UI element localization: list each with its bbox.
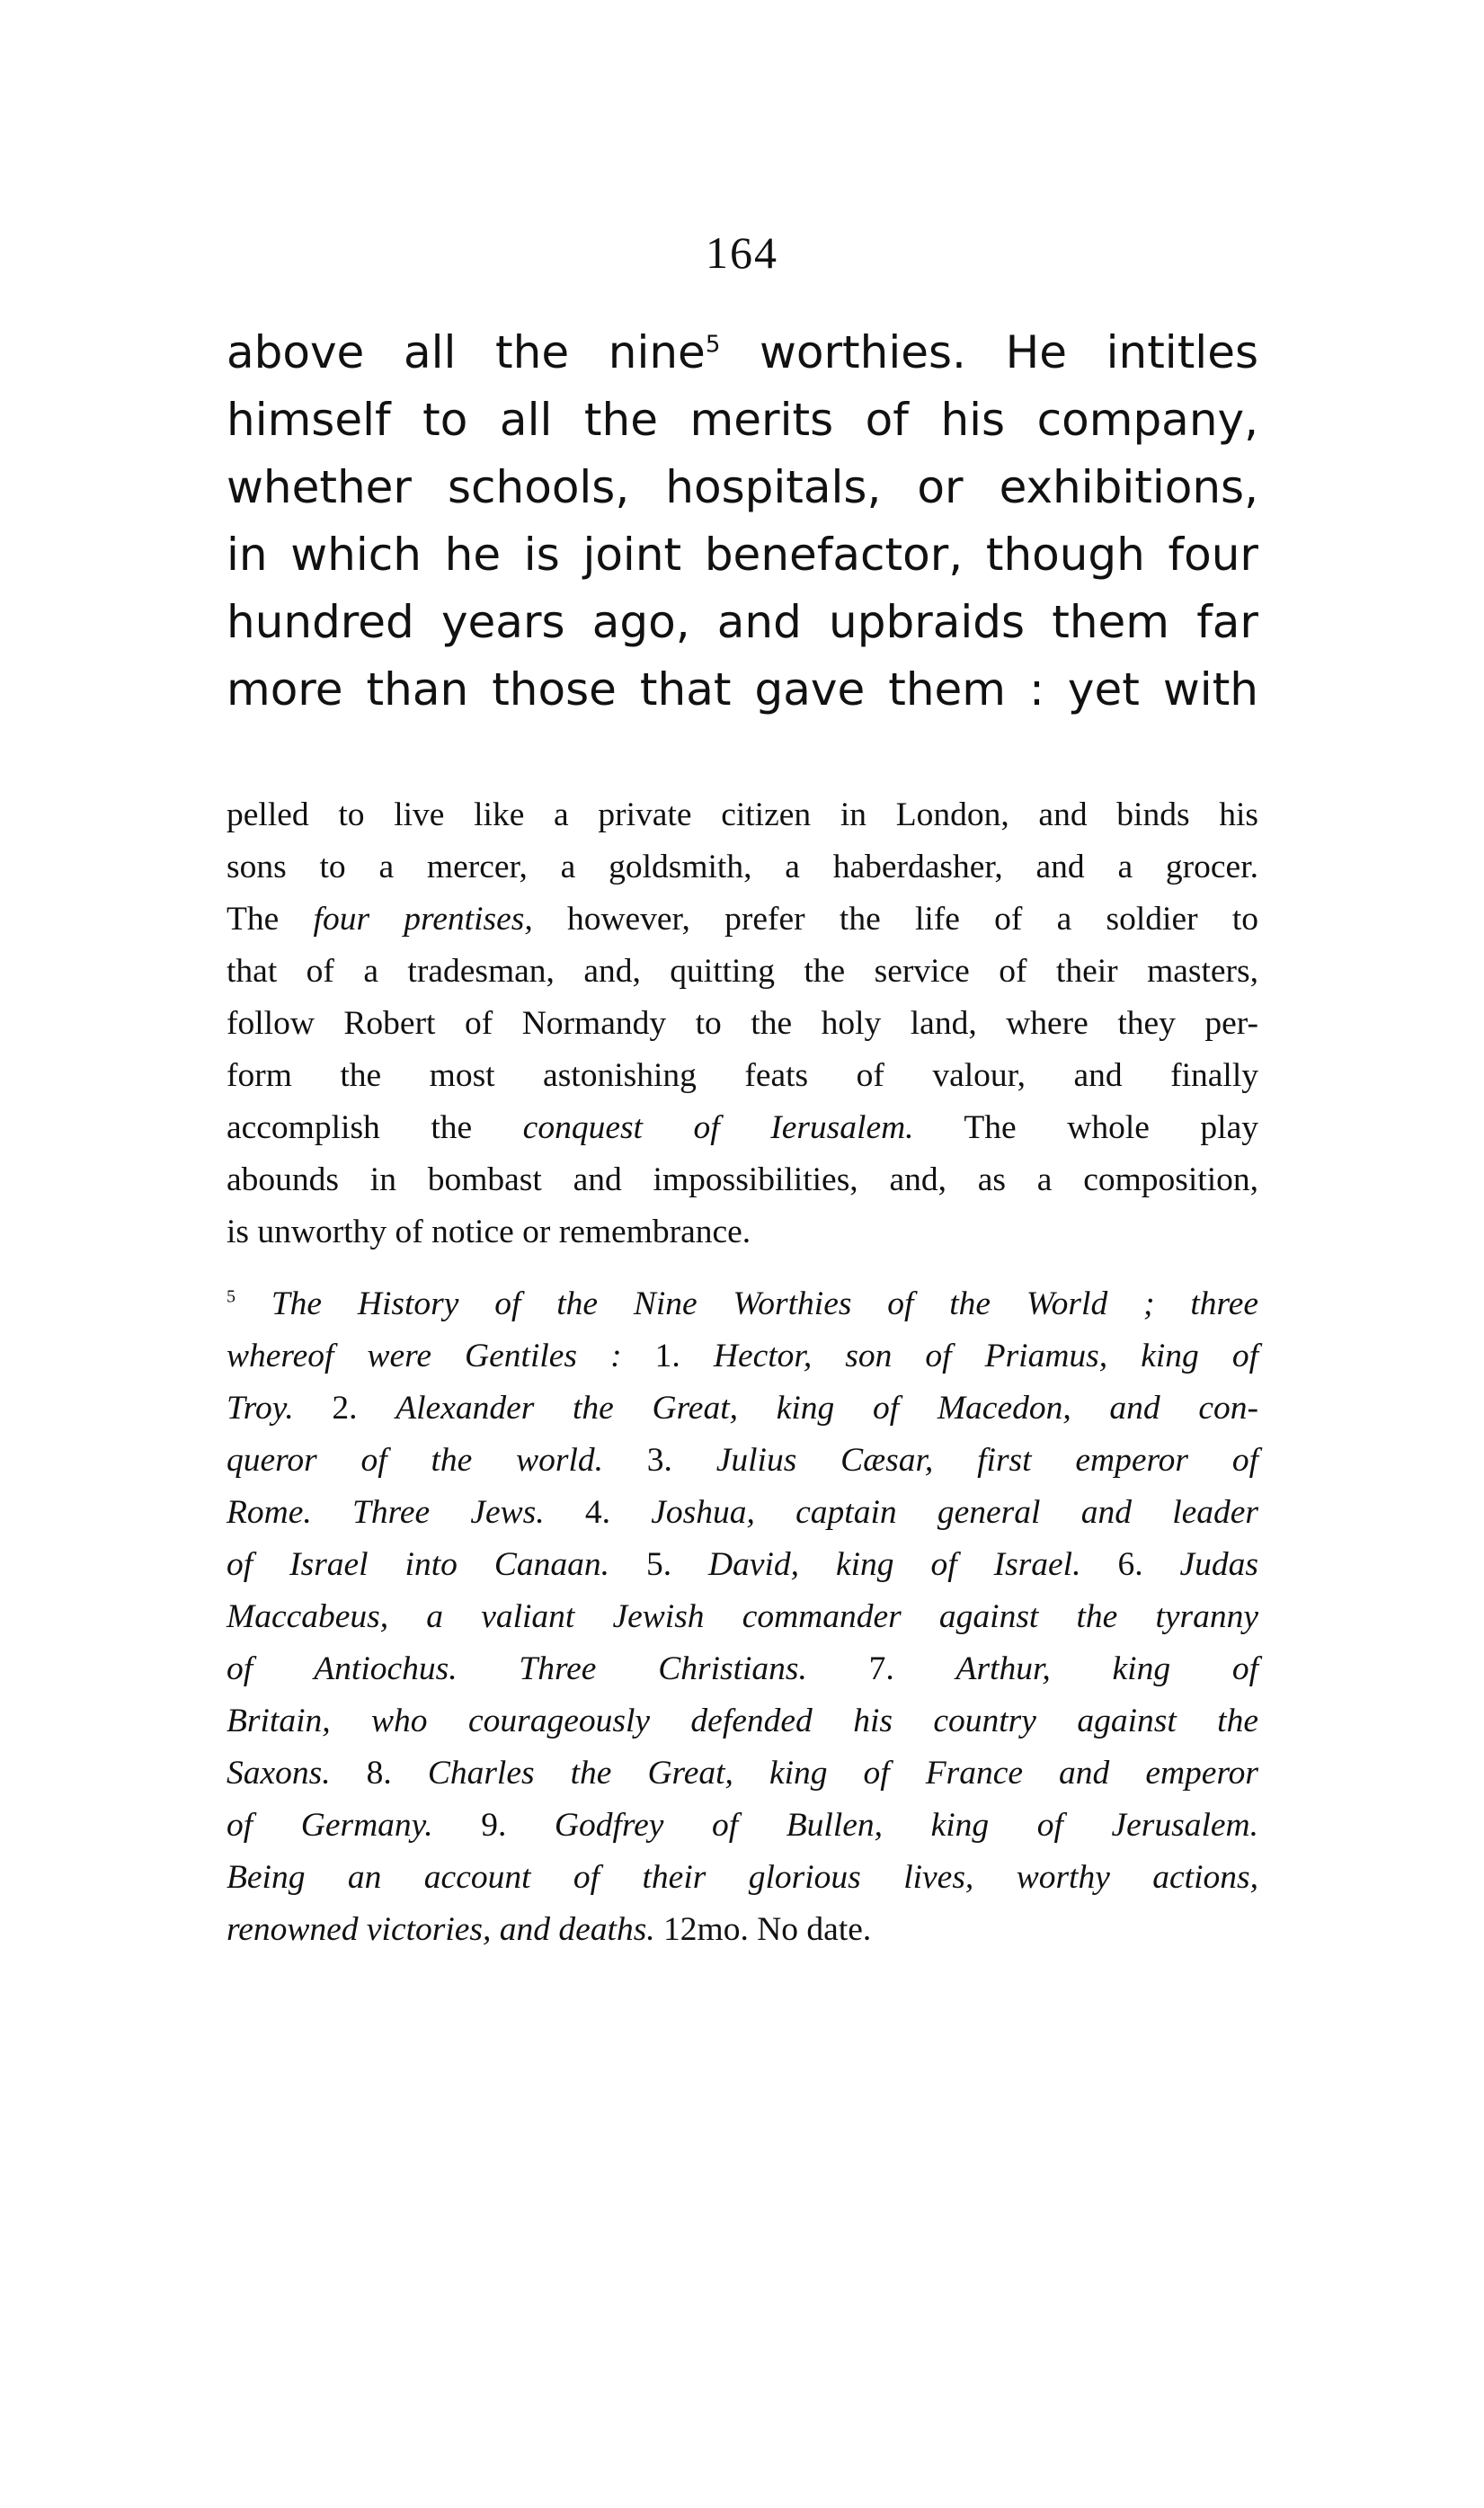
text-run: 6.	[1117, 1546, 1180, 1583]
footnote-line	[227, 1539, 1258, 1591]
footnote-line	[227, 1050, 1258, 1102]
text-run: Arthur, king of	[955, 1650, 1259, 1687]
text-run: David, king of Israel.	[708, 1546, 1118, 1583]
footnote-5	[227, 1278, 1258, 1956]
text-run: The whole play	[913, 1109, 1258, 1146]
text-run: above all the nine	[227, 326, 706, 378]
text-run: four prentises,	[313, 901, 533, 938]
footnote-marker: 5	[705, 331, 721, 359]
text-run: sons to a mercer, a goldsmith, a haberdasher, and a grocer.	[227, 849, 1258, 885]
footnote-line	[227, 1800, 1258, 1852]
text-run: The	[227, 901, 314, 938]
footnote-line	[227, 1154, 1258, 1206]
footnote-line	[227, 1487, 1258, 1539]
body-text-line	[227, 589, 1258, 656]
footnote-line	[227, 1278, 1258, 1330]
footnote-line	[227, 1591, 1258, 1643]
text-run: Britain, who courageously defended his country against the	[227, 1703, 1258, 1739]
footnote-line	[227, 1206, 1258, 1258]
text-run: The History of the Nine Worthies of the World ; three	[235, 1285, 1258, 1322]
body-text-line	[227, 454, 1258, 521]
text-run: Judas	[1179, 1546, 1259, 1583]
body-text-line	[227, 521, 1258, 589]
continued-footnote	[227, 789, 1258, 1258]
page-number: 164	[706, 227, 778, 278]
text-run: however, prefer the life of a soldier to	[532, 901, 1258, 938]
text-run: 3.	[646, 1442, 716, 1479]
text-run: whether schools, hospitals, or exhibitions,	[227, 461, 1258, 513]
footnote-line	[227, 1102, 1258, 1154]
body-text-line	[227, 387, 1258, 454]
text-run: 5.	[645, 1546, 709, 1583]
text-run: whereof were Gentiles :	[227, 1338, 655, 1374]
footnote-line	[227, 789, 1258, 841]
text-run: Being an account of their glorious lives, worthy actions,	[227, 1859, 1258, 1896]
text-run: Julius Cæsar, first emperor of	[715, 1442, 1258, 1479]
footnote-marker: 5	[227, 1286, 235, 1307]
body-text-line	[227, 656, 1258, 724]
footnote-line	[227, 946, 1258, 998]
text-run: of Israel into Canaan.	[227, 1546, 646, 1583]
footnote-line	[227, 1852, 1258, 1904]
body-text-line	[227, 319, 1258, 387]
footnote-line	[227, 1435, 1258, 1487]
footnote-line	[227, 1330, 1258, 1383]
footnote-line	[227, 841, 1258, 894]
text-run: of Germany.	[227, 1807, 482, 1844]
text-run: Alexander the Great, king of Macedon, and con-	[395, 1390, 1258, 1427]
footnote-line	[227, 998, 1258, 1050]
main-body-text	[227, 319, 1258, 724]
text-run: 9.	[481, 1807, 555, 1844]
text-run: form the most astonishing feats of valour, and finally	[227, 1057, 1258, 1094]
footnote-line	[227, 1904, 1258, 1956]
text-run: Maccabeus, a valiant Jewish commander against the tyranny	[227, 1598, 1258, 1635]
footnote-line	[227, 1643, 1258, 1695]
text-run: queror of the world.	[227, 1442, 647, 1479]
text-run: Joshua, captain general and leader	[651, 1494, 1259, 1531]
text-run: in which he is joint benefactor, though four	[227, 529, 1258, 581]
text-run: 12mo. No date.	[663, 1911, 872, 1948]
footnote-line	[227, 894, 1258, 946]
text-run: accomplish the	[227, 1109, 523, 1146]
text-run: follow Robert of Normandy to the holy land, where they per-	[227, 1005, 1258, 1042]
text-run: Godfrey of Bullen, king of Jerusalem.	[554, 1807, 1259, 1844]
footnote-line	[227, 1695, 1258, 1748]
text-run: 4.	[584, 1494, 652, 1531]
text-run: abounds in bombast and impossibilities, and, as a composition,	[227, 1161, 1258, 1198]
text-run: more than those that gave them : yet with	[227, 663, 1258, 716]
text-run: Saxons.	[227, 1755, 367, 1792]
text-run: conquest of Ierusalem.	[522, 1109, 914, 1146]
text-run: 2.	[332, 1390, 396, 1427]
text-run: Hector, son of Priamus, king of	[713, 1338, 1259, 1374]
text-run: 8.	[366, 1755, 428, 1792]
text-run: Charles the Great, king of France and emperor	[427, 1755, 1259, 1792]
text-run: himself to all the merits of his company,	[227, 394, 1258, 446]
text-run: that of a tradesman, and, quitting the service of their masters,	[227, 953, 1258, 990]
text-run: worthies. He intitles	[720, 326, 1259, 378]
text-run: 7.	[868, 1650, 956, 1687]
text-run: Troy.	[227, 1390, 333, 1427]
footnote-line	[227, 1748, 1258, 1800]
text-run: pelled to live like a private citizen in London, and binds his	[227, 796, 1258, 833]
text-run: of Antiochus. Three Christians.	[227, 1650, 869, 1687]
footnote-line	[227, 1383, 1258, 1435]
text-run: Rome. Three Jews.	[227, 1494, 585, 1531]
text-run: is unworthy of notice or remembrance.	[227, 1214, 751, 1250]
text-run: 1.	[654, 1338, 714, 1374]
text-run: hundred years ago, and upbraids them far	[227, 596, 1258, 648]
text-run: renowned victories, and deaths.	[227, 1911, 664, 1948]
